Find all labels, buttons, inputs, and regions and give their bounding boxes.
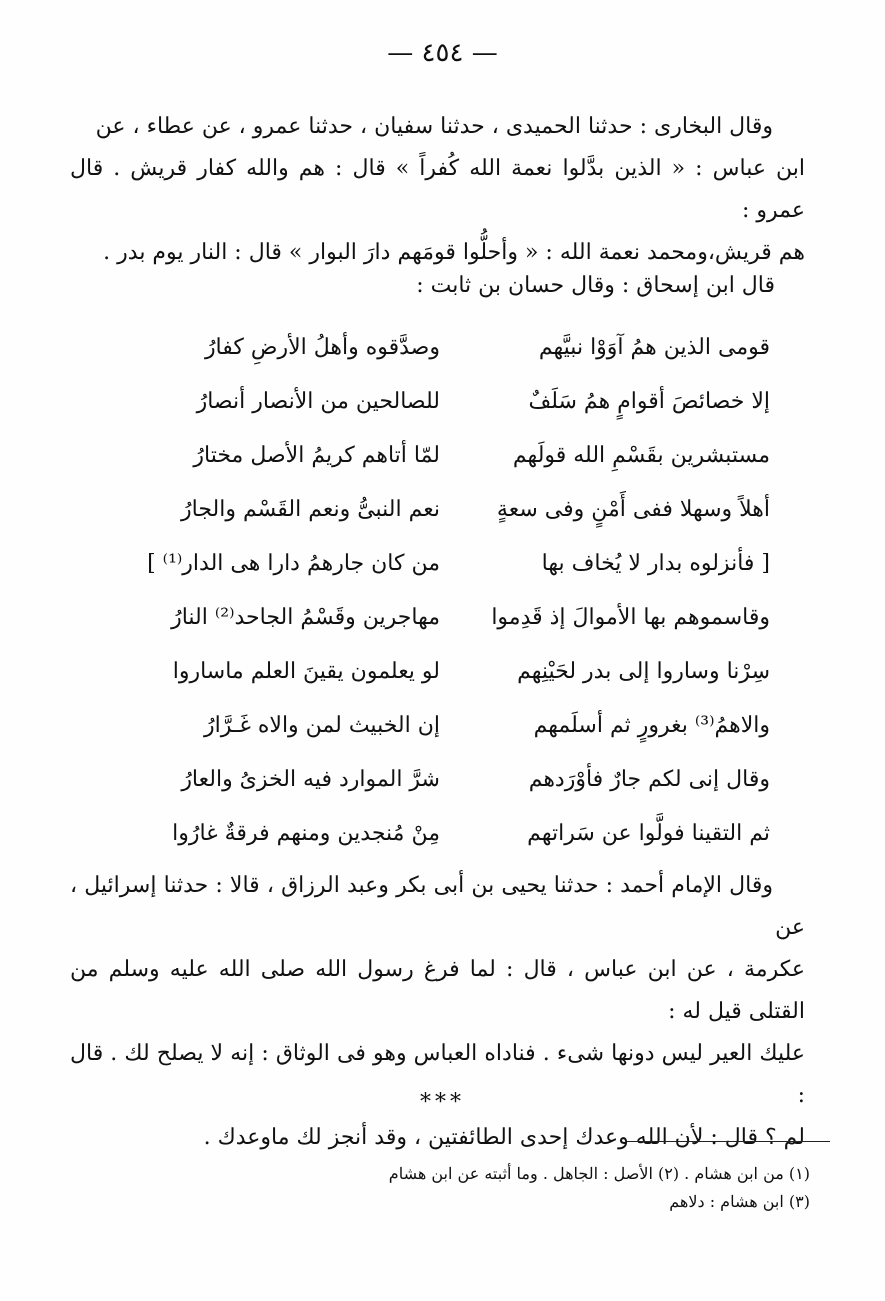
prose-line: وقال الإمام أحمد : حدثنا يحيى بن أبى بكر وعبد الرزاق ، قالا : حدثنا إسرائيل ، عن (70, 873, 805, 940)
first-hemistich: إلا خصائصَ أقوامٍ همُ سَلَفٌ (528, 388, 770, 414)
first-hemistich: سِرْنا وساروا إلى بدر لحَيْنِهم (517, 658, 770, 684)
first-hemistich: وقاسموهم بها الأموالَ إذ قَدِموا (491, 604, 770, 630)
verse (110, 320, 770, 374)
opening-paragraph (70, 106, 805, 274)
prose-line: هم قريش،ومحمد نعمة الله : « وأحلُّوا قومَهم دارَ البوار » قال : النار يوم بدر . (103, 240, 805, 265)
first-hemistich: [ فأنزلوه بدار لا يُخاف بها (541, 550, 770, 576)
verse (110, 374, 770, 428)
second-hemistich: لو يعلمون يقينَ العلم ماساروا (172, 658, 440, 684)
verse (110, 752, 770, 806)
footnote-line: (١) من ابن هشام . (٢) الأصل : الجاهل . وما أثبته عن ابن هشام (388, 1164, 810, 1183)
verse (110, 536, 770, 590)
prose-line: لم ؟ قال : لأن الله وعدك إحدى الطائفتين ، وقد أنجز لك ماوعدك . (203, 1125, 805, 1150)
first-hemistich: مستبشرين بقَسْمِ الله قولَهم (512, 442, 770, 468)
first-hemistich: وقال إنى لكم جارٌ فأوْرَدهم (528, 766, 770, 792)
second-hemistich: شرَّ الموارد فيه الخزىُ والعارُ (181, 766, 440, 792)
prose-line: عليك العير ليس دونها شىء . فناداه العباس وهو فى الوثاق : إنه لا يصلح لك . قال : (70, 1041, 805, 1108)
second-hemistich: من كان جارهمُ دارا هى الدار⁽¹⁾ ] (147, 550, 440, 576)
second-hemistich: لمّا أتاهم كريمُ الأصل مختارُ (193, 442, 440, 468)
footnote-divider (625, 1141, 830, 1142)
first-hemistich: ثم التقينا فولَّوا عن سَراتهم (527, 820, 770, 846)
second-hemistich: إن الخبيث لمن والاه غَـرَّارُ (204, 712, 440, 738)
page-number: — ٤٥٤ — (387, 38, 498, 68)
verse (110, 590, 770, 644)
poem (110, 320, 770, 860)
prose-line: عكرمة ، عن ابن عباس ، قال : لما فرغ رسول الله صلى الله عليه وسلم من القتلى قيل له : (70, 957, 805, 1024)
verse (110, 698, 770, 752)
prose-line: ابن عباس : « الذين بدَّلوا نعمة الله كُفراً » قال : هم والله كفار قريش . قال عمرو : (70, 156, 805, 223)
verse (110, 482, 770, 536)
first-hemistich: أهلاً وسهلا ففى أَمْنٍ وفى سعةٍ (496, 496, 770, 522)
second-hemistich: للصالحين من الأنصار أنصارُ (196, 388, 440, 414)
second-hemistich: نعم النبىُّ ونعم القَسْم والجارُ (181, 496, 440, 522)
prose-line: وقال البخارى : حدثنا الحميدى ، حدثنا سفيان ، حدثنا عمرو ، عن عطاء ، عن (95, 114, 773, 139)
verse (110, 644, 770, 698)
footnotes (210, 1160, 810, 1216)
second-hemistich: وصدَّقوه وأهلُ الأرضِ كفارُ (204, 334, 440, 360)
verse (110, 428, 770, 482)
verse (110, 806, 770, 860)
second-hemistich: مهاجرين وقَسْمُ الجاحد⁽²⁾ النارُ (171, 604, 440, 630)
poem-intro: قال ابن إسحاق : وقال حسان بن ثابت : (416, 273, 775, 298)
first-hemistich: قومى الذين همُ آوَوْا نبيَّهم (538, 334, 770, 360)
second-hemistich: مِنْ مُنجدين ومنهم فرقةٌ غارُوا (172, 820, 440, 846)
section-separator: *** (420, 1090, 465, 1115)
footnote-line: (٣) ابن هشام : دلاهم (669, 1192, 810, 1211)
first-hemistich: والاهمُ⁽³⁾ بغرورٍ ثم أسلَمهم (533, 712, 770, 738)
